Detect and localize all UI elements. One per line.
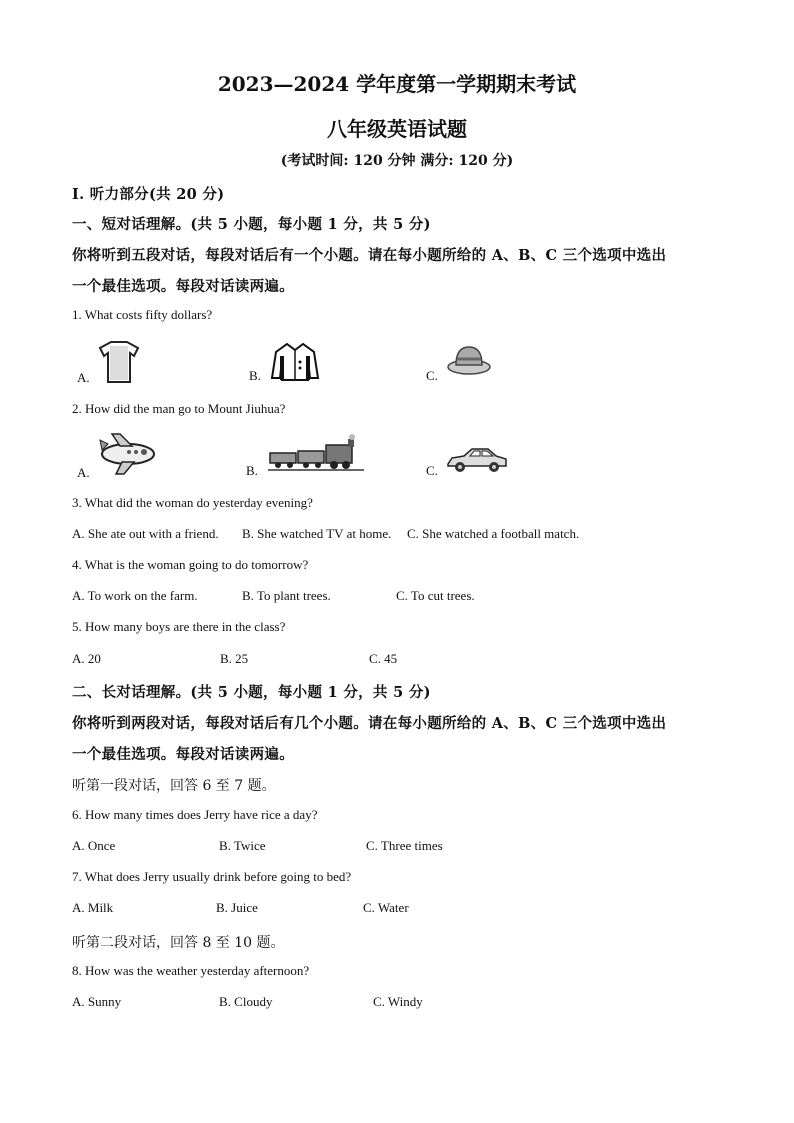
q7-option-a: A. Milk — [72, 900, 114, 915]
exam-title: 2023—2024 学年度第一学期期末考试 — [217, 72, 577, 96]
q3-option-c: C. She watched a football match. — [407, 526, 580, 541]
section1-heading: 一、短对话理解。(共 5 小题，每小题 1 分，共 5 分) — [72, 216, 431, 233]
q7-option-b: B. Juice — [216, 900, 258, 915]
q1-option-a-label: A. — [77, 370, 90, 385]
question-2: 2. How did the man go to Mount Jiuhua? — [72, 401, 286, 416]
question-8: 8. How was the weather yesterday afternoon? — [72, 963, 310, 978]
dialog1-instruction: 听第一段对话，回答 6 至 7 题。 — [72, 778, 276, 794]
question-3: 3. What did the woman do yesterday evening? — [72, 495, 313, 510]
exam-info: (考试时间: 120 分钟 满分: 120 分) — [280, 153, 514, 169]
q4-option-b: B. To plant trees. — [242, 588, 331, 603]
airplane-icon — [98, 432, 160, 480]
q6-option-b: B. Twice — [219, 838, 266, 853]
q2-option-c-label: C. — [426, 463, 438, 478]
q6-option-a: A. Once — [72, 838, 116, 853]
section2-instruction-2: 一个最佳选项。每段对话读两遍。 — [72, 746, 294, 763]
t-shirt-icon — [96, 340, 142, 388]
q4-option-c: C. To cut trees. — [396, 588, 475, 603]
q8-option-b: B. Cloudy — [219, 994, 273, 1009]
train-icon — [268, 433, 364, 477]
q3-option-b: B. She watched TV at home. — [242, 526, 392, 541]
question-7: 7. What does Jerry usually drink before going to bed? — [72, 869, 352, 884]
car-icon — [444, 446, 510, 478]
dialog2-instruction: 听第二段对话，回答 8 至 10 题。 — [72, 935, 285, 951]
q7-option-c: C. Water — [363, 900, 409, 915]
section2-instruction-1: 你将听到两段对话，每段对话后有几个小题。请在每小题所给的 A、B、C 三个选项中选出 — [72, 715, 667, 732]
q1-option-c-label: C. — [426, 368, 438, 383]
q5-option-b: B. 25 — [220, 651, 249, 666]
section1-instruction-2: 一个最佳选项。每段对话读两遍。 — [72, 278, 294, 295]
q8-option-c: C. Windy — [373, 994, 423, 1009]
q1-option-b-label: B. — [249, 368, 261, 383]
part1-heading: Ⅰ. 听力部分(共 20 分) — [72, 186, 225, 203]
q6-option-c: C. Three times — [366, 838, 443, 853]
exam-subtitle: 八年级英语试题 — [327, 117, 467, 141]
q8-option-a: A. Sunny — [72, 994, 122, 1009]
section1-instruction-1: 你将听到五段对话，每段对话后有一个小题。请在每小题所给的 A、B、C 三个选项中选出 — [72, 247, 667, 264]
q5-option-a: A. 20 — [72, 651, 101, 666]
section2-heading: 二、长对话理解。(共 5 小题，每小题 1 分，共 5 分) — [72, 684, 431, 701]
question-1: 1. What costs fifty dollars? — [72, 307, 213, 322]
jacket-icon — [270, 340, 320, 386]
q2-option-a-label: A. — [77, 465, 90, 480]
q3-option-a: A. She ate out with a friend. — [72, 526, 219, 541]
q2-option-b-label: B. — [246, 463, 258, 478]
q5-option-c: C. 45 — [369, 651, 398, 666]
question-6: 6. How many times does Jerry have rice a day? — [72, 807, 318, 822]
hat-icon — [446, 343, 492, 381]
question-4: 4. What is the woman going to do tomorrow? — [72, 557, 309, 572]
question-5: 5. How many boys are there in the class? — [72, 619, 286, 634]
q4-option-a: A. To work on the farm. — [72, 588, 198, 603]
